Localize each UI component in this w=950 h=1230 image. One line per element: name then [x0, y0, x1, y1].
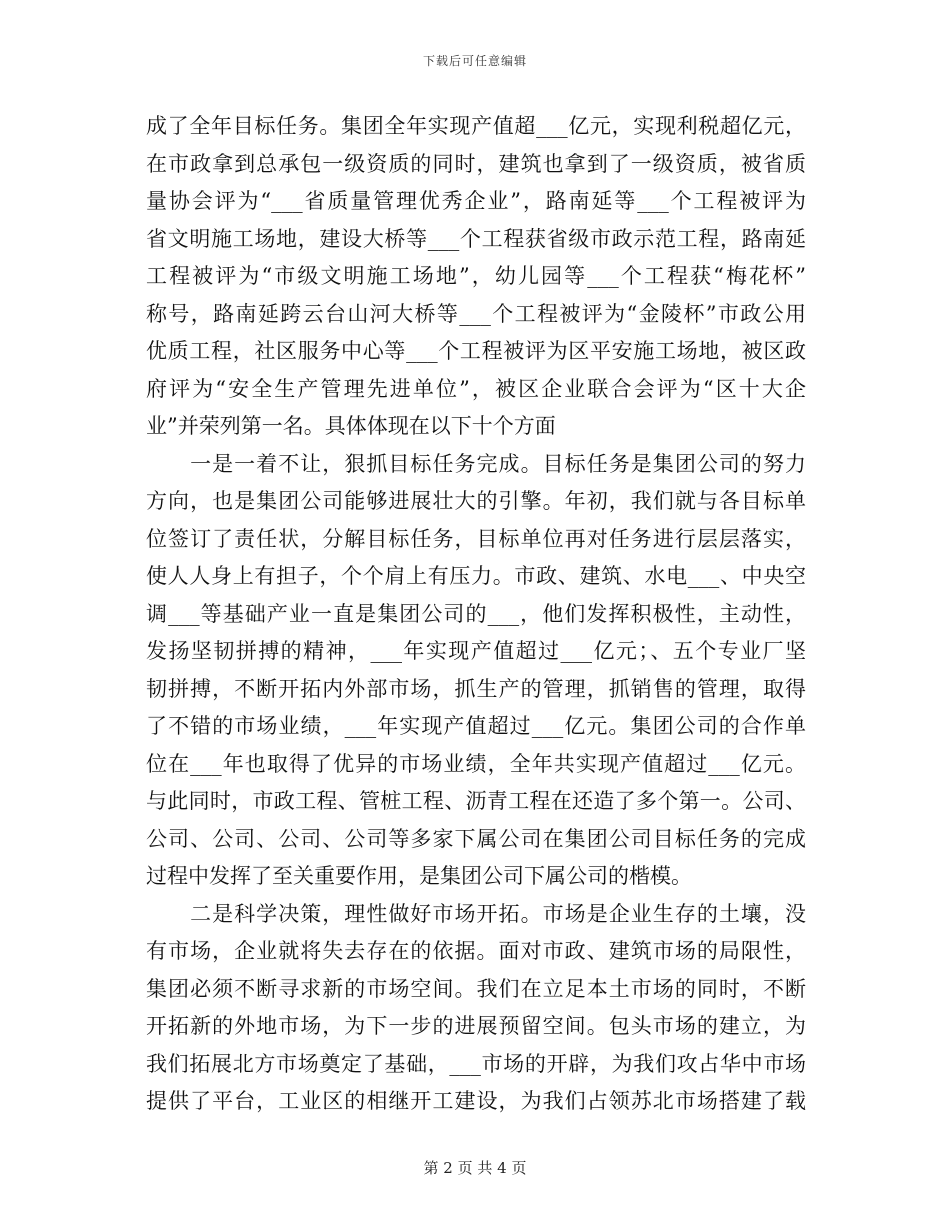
text-line: 成了全年目标任务。集团全年实现产值超___亿元，实现利税超亿元， — [146, 114, 806, 138]
page-header: 下载后可任意编辑 — [422, 54, 527, 68]
text-line: 优质工程，社区服务中心等___个工程被评为区平安施工场地，被区政 — [146, 339, 806, 363]
text-line: 与此同时，市政工程、管桩工程、沥青工程在还造了多个第一。公司、 — [146, 789, 806, 813]
page-number: 第 2 页 共 4 页 — [423, 1159, 527, 1177]
text-line: 二是科学决策，理性做好市场开拓。市场是企业生存的土壤，没 — [146, 901, 806, 926]
text-line: 省文明施工场地，建设大桥等___个工程获省级市政示范工程，路南延 — [146, 226, 806, 251]
text-line: 使人人身上有担子，个个肩上有压力。市政、建筑、水电___、中央空 — [146, 564, 806, 588]
text-line: 有市场，企业就将失去存在的依据。面对市政、建筑市场的局限性， — [146, 939, 806, 963]
document-body — [146, 108, 806, 1121]
text-line: 发扬坚韧拼搏的精神，___年实现产值超过___亿元；、五个专业厂坚 — [146, 639, 806, 663]
text-line: 调___等基础产业一直是集团公司的___，他们发挥积极性，主动性， — [146, 601, 806, 626]
text-line: 方向，也是集团公司能够进展壮大的引擎。年初，我们就与各目标单 — [146, 489, 806, 513]
text-line: 府评为“安全生产管理先进单位”，被区企业联合会评为“区十大企 — [146, 376, 806, 401]
text-line: 位签订了责任状，分解目标任务，目标单位再对任务进行层层落实， — [146, 526, 806, 551]
text-line: 称号，路南延跨云台山河大桥等___个工程被评为“金陵杯”市政公用 — [146, 301, 806, 326]
text-line: 韧拼搏，不断开拓内外部市场，抓生产的管理，抓销售的管理，取得 — [146, 676, 806, 701]
text-line: 过程中发挥了至关重要作用，是集团公司下属公司的楷模。 — [146, 864, 692, 888]
text-line: 量协会评为“___省质量管理优秀企业”，路南延等___个工程被评为 — [146, 189, 806, 213]
text-line: 提供了平台，工业区的相继开工建设，为我们占领苏北市场搭建了载 — [146, 1089, 806, 1113]
text-line: 工程被评为“市级文明施工场地”，幼儿园等___个工程获“梅花杯” — [146, 264, 806, 288]
text-line: 一是一着不让，狠抓目标任务完成。目标任务是集团公司的努力 — [146, 451, 806, 476]
text-line: 了不错的市场业绩，___年实现产值超过___亿元。集团公司的合作单 — [146, 714, 806, 738]
text-line: 位在___年也取得了优异的市场业绩，全年共实现产值超过___亿元。 — [146, 751, 806, 776]
text-line: 集团必须不断寻求新的市场空间。我们在立足本土市场的同时，不断 — [146, 976, 806, 1001]
text-line: 我们拓展北方市场奠定了基础，___市场的开辟，为我们攻占华中市场 — [146, 1051, 806, 1076]
text-line: 业”并荣列第一名。具体体现在以下十个方面 — [146, 414, 556, 438]
text-line: 公司、公司、公司、公司等多家下属公司在集团公司目标任务的完成 — [146, 826, 806, 851]
text-line: 开拓新的外地市场，为下一步的进展预留空间。包头市场的建立，为 — [146, 1014, 806, 1038]
text-line: 在市政拿到总承包一级资质的同时，建筑也拿到了一级资质，被省质 — [146, 151, 806, 176]
